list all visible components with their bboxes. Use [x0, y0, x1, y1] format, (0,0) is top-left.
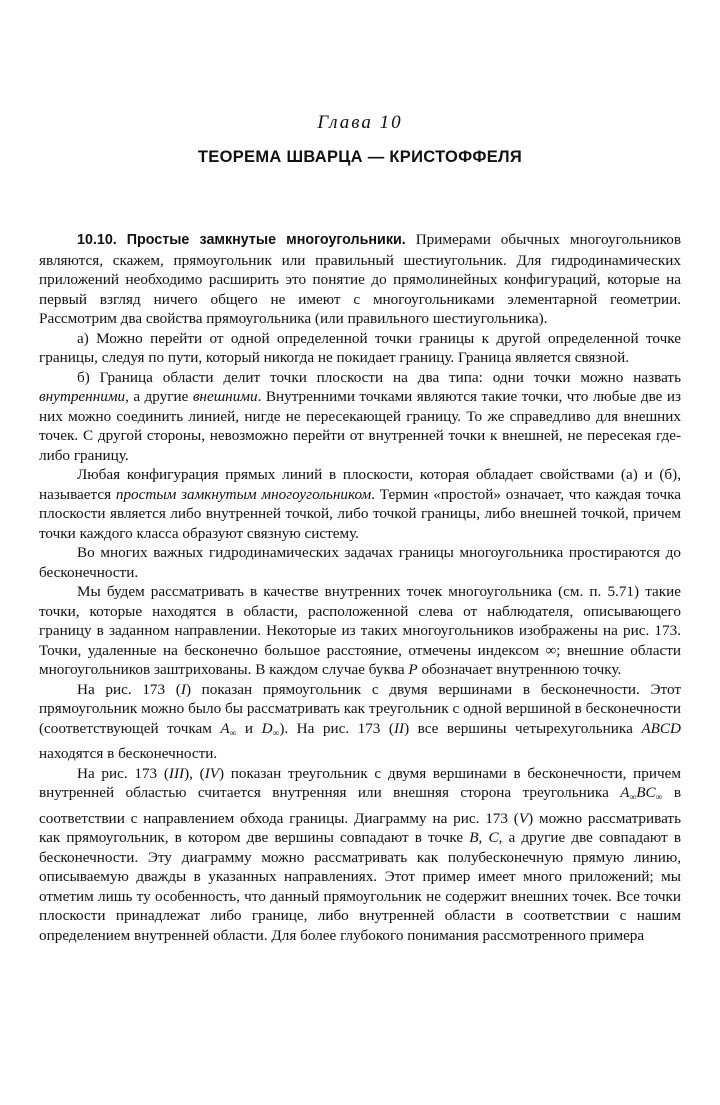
text-run: находятся в бесконечности. [39, 745, 218, 762]
roman-numeral: IV [204, 764, 220, 782]
paragraph-fig-173-iii-v [39, 764, 681, 946]
math-symbol: C [488, 829, 499, 846]
math-symbol: BC [636, 784, 656, 801]
text-run: , а другие две совпадают в бесконечности. Эту диаграмму можно рассматривать как полубесконечную прямую линию, описываемую дважды в указанных направлениях. Этот пример имеет много приложений; мы отметим лишь ту особенность, что данный прямоугольник не содержит внешних точек. Все точки плоскости принадлежат либо границе, либо внутренней области в соответствии с нашим определением внутренней области. Для более глубокого понимания рассмотренного примера [39, 829, 681, 944]
text-run: На рис. 173 ( [77, 764, 169, 782]
roman-numeral: II [393, 719, 405, 737]
math-symbol: D [261, 719, 273, 737]
math-symbol: ABCD [641, 719, 681, 737]
infinity-subscript: ∞ [229, 728, 237, 739]
math-symbol: A [620, 784, 630, 801]
text-run: ) можно рассматривать как прямоугольник, в котором две вершины совпадают в точке [39, 809, 681, 846]
text-run: б) Граница области делит точки плоскости на два типа: одни точки можно назвать [77, 368, 681, 386]
text-run: обозначает внутреннюю точку. [417, 661, 622, 678]
roman-numeral: V [518, 809, 529, 827]
chapter-label: Глава 10 [317, 112, 403, 133]
body-text [39, 230, 681, 945]
text-run: ), ( [184, 764, 205, 782]
text-run: ) все вершины четырехугольника [404, 719, 642, 737]
text-run: . Термин «простой» означает, что каждая точка плоскости является либо внутренней точкой, либо точкой границы, либо внешней точкой, причем точки каждого класса образуют связную систему. [39, 485, 681, 542]
chapter-title: ТЕОРЕМА ШВАРЦА — КРИСТОФФЕЛЯ [197, 148, 523, 166]
term-internal: внутренними [39, 388, 126, 405]
text-run: . Внутренними точками являются такие точки, что любые две из них можно соединить линией, нигде не пересекающей границу. То же справедливо для внешних точек. С другой стороны, невозможно перейти от внутренней точки к внешней, не пересекая где-либо границу. [39, 388, 681, 464]
text-run: и [236, 719, 262, 737]
text-run: в соответствии с направлением обхода границы. Диаграмму на рис. 173 ( [39, 784, 681, 827]
text-run: Любая конфигурация прямых линий в плоскости, которая обладает свойствами (а) и (б), называется [39, 466, 681, 503]
term-simple-closed-polygon: простым замкнутым многоугольником [115, 485, 372, 503]
roman-numeral: III [168, 764, 185, 782]
book-page [39, 0, 681, 1105]
section-title: Простые замкнутые многоугольники. [126, 232, 406, 248]
text-run: На рис. 173 ( [77, 680, 181, 698]
infinity-subscript: ∞ [272, 728, 280, 739]
text-run: ). На рис. 173 ( [279, 719, 394, 737]
math-symbol: A [220, 719, 230, 737]
paragraph-infinity: Во многих важных гидродинамических задачах границы многоугольника простираются до бесконечности. [39, 544, 681, 581]
paragraph-property-b [39, 368, 681, 466]
roman-numeral: I [180, 680, 186, 698]
text-run: ) показан прямоугольник с двумя вершинами в бесконечности. Этот прямоугольник можно было бы рассматривать как треугольник с одной вершиной в бесконечности (соответствующей точкам [39, 680, 682, 737]
text-run: , а другие [125, 388, 193, 405]
text-run: Мы будем рассматривать в качестве внутренних точек многоугольника (см. п. 5.71) такие точки, которые находятся в области, расположенной слева от наблюдателя, описывающего границу в заданном направлении. Некоторые из таких многоугольников изображены на рис. 173. Точки, удаленные на бесконечно большое расстояние, отмечены индексом ∞; внешние области многоугольников заштрихованы. В каждом случае буква [39, 583, 681, 678]
paragraph-fig-173-i-ii [39, 680, 681, 764]
math-symbol: B [469, 829, 479, 846]
paragraph-intro [39, 230, 681, 329]
infinity-subscript: ∞ [655, 793, 663, 803]
paragraph-text: Примерами обычных многоугольников являются, скажем, прямоугольник или правильный шестиугольник. Для гидродинамических приложений необходимо расширить это понятие до прямолинейных конфигураций, которые на первый взгляд ничего общего не имеют с многоугольниками элементарной геометрии. Рассмотрим два свойства прямоугольника (или правильного шестиугольника). [39, 231, 682, 327]
text-run: , [478, 829, 489, 846]
paragraph-interior-points [39, 582, 681, 680]
paragraph-property-a: а) Можно перейти от одной определенной точки границы к другой определенной точке границы, следуя по пути, который никогда не покидает границу. Граница является связной. [39, 329, 681, 366]
symbol-p: P [408, 661, 418, 678]
section-number: 10.10. [77, 232, 117, 248]
infinity-subscript: ∞ [629, 793, 637, 803]
text-run: ) показан треугольник с двумя вершинами в бесконечности, причем внутренней областью считается внутренняя или внешняя сторона треугольника [39, 764, 681, 801]
term-external: внешними [192, 388, 258, 405]
paragraph-definition [39, 465, 681, 543]
